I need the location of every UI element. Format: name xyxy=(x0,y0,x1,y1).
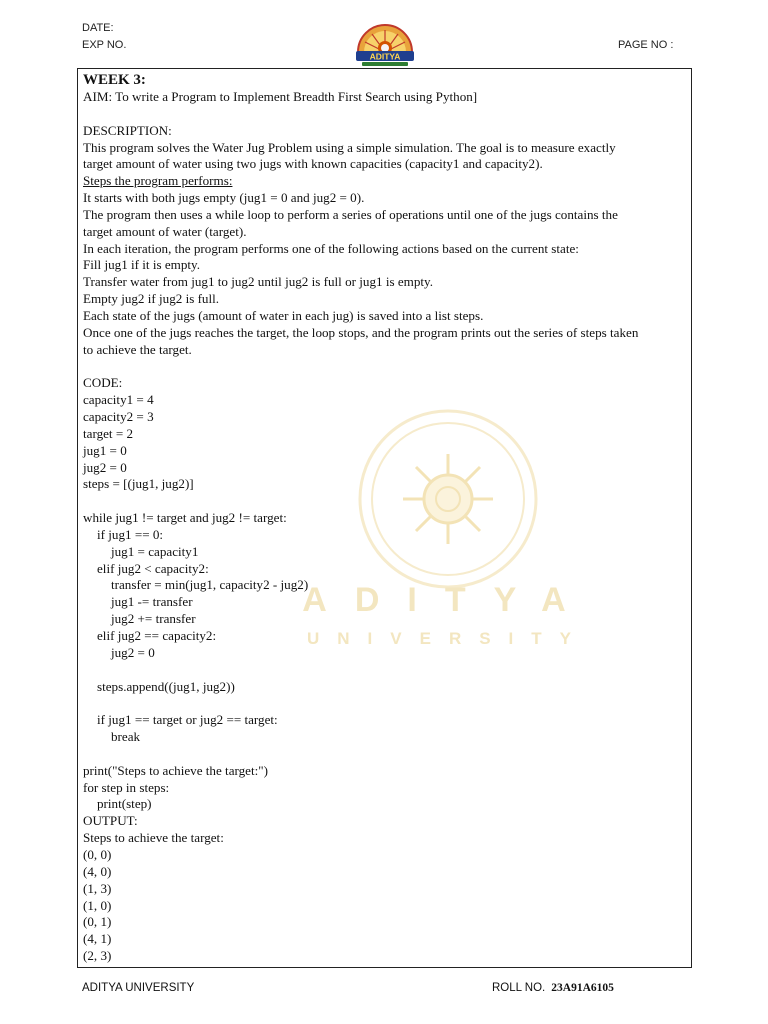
aditya-logo xyxy=(350,18,420,66)
code-line: if jug1 == target or jug2 == target: xyxy=(97,712,278,728)
code-line: jug1 = capacity1 xyxy=(111,543,199,559)
roll-no-label: ROLL NO. xyxy=(492,982,546,994)
code-line: capacity1 = 4 xyxy=(83,392,154,408)
step-line: Fill jug1 if it is empty. xyxy=(83,257,200,273)
output-line: (4, 1) xyxy=(83,931,112,947)
code-line: jug2 += transfer xyxy=(111,611,196,627)
code-line: if jug1 == 0: xyxy=(97,526,164,542)
date-label: DATE: xyxy=(82,22,114,34)
code-line: print(step) xyxy=(97,796,152,812)
code-line: target = 2 xyxy=(83,425,134,441)
page-no-label: PAGE NO : xyxy=(618,39,674,51)
output-line: (2, 3) xyxy=(83,948,112,964)
code-label: CODE: xyxy=(83,375,123,391)
description-label: DESCRIPTION: xyxy=(83,122,172,138)
steps-heading: Steps the program performs: xyxy=(83,173,233,189)
code-line: jug1 -= transfer xyxy=(111,594,193,610)
output-line: (4, 0) xyxy=(83,863,112,879)
step-line: Empty jug2 if jug2 is full. xyxy=(83,291,220,307)
description-line: This program solves the Water Jug Problem using a simple simulation. The goal is to measure exactly xyxy=(83,139,616,155)
aim-line: AIM: To write a Program to Implement Breadth First Search using Python] xyxy=(83,89,478,104)
step-line: Transfer water from jug1 to jug2 until jug2 is full or jug1 is empty. xyxy=(83,274,433,290)
code-line: print("Steps to achieve the target:") xyxy=(83,762,268,778)
code-line: elif jug2 == capacity2: xyxy=(97,628,217,643)
watermark-university: UNIVERSITY xyxy=(306,629,590,648)
output-line: (1, 3) xyxy=(83,880,112,896)
exp-no-label: EXP NO. xyxy=(82,39,127,51)
step-line: In each iteration, the program performs one of the following actions based on the current state: xyxy=(83,240,579,256)
code-line: jug2 = 0 xyxy=(111,644,155,660)
svg-text:ADITYA: ADITYA xyxy=(369,51,401,62)
code-line: jug2 = 0 xyxy=(83,459,127,475)
output-line: (0, 0) xyxy=(83,846,112,862)
code-line: steps.append((jug1, jug2)) xyxy=(97,678,235,694)
output-line: (1, 0) xyxy=(83,897,112,913)
code-line: break xyxy=(111,729,141,745)
code-line: steps = [(jug1, jug2)] xyxy=(83,476,194,492)
output-title: Steps to achieve the target: xyxy=(83,830,224,846)
week-title: WEEK 3: xyxy=(83,72,146,88)
output-line: (0, 1) xyxy=(83,914,112,930)
step-line: Each state of the jugs (amount of water in each jug) is saved into a list steps. xyxy=(83,307,484,323)
footer-university: ADITYA UNIVERSITY xyxy=(82,982,195,994)
code-line: jug1 = 0 xyxy=(83,442,127,458)
code-line: elif jug2 < capacity2: xyxy=(97,560,209,576)
content-box xyxy=(77,68,692,968)
step-line: The program then uses a while loop to perform a series of operations until one of the jugs contains the xyxy=(83,206,618,222)
footer-roll-no xyxy=(492,982,614,994)
code-line: capacity2 = 3 xyxy=(83,409,154,425)
step-line: It starts with both jugs empty (jug1 = 0 and jug2 = 0). xyxy=(83,190,365,206)
code-line: while jug1 != target and jug2 != target: xyxy=(83,510,287,526)
code-line: for step in steps: xyxy=(83,779,170,795)
step-line: to achieve the target. xyxy=(83,341,192,357)
roll-no-value: 23A91A6105 xyxy=(551,982,614,994)
step-line: target amount of water (target). xyxy=(83,223,247,239)
watermark-name: ADITYA xyxy=(302,581,594,619)
output-label: OUTPUT: xyxy=(83,813,138,829)
step-line: Once one of the jugs reaches the target, the loop stops, and the program prints out the series of steps taken xyxy=(83,324,639,340)
description-line: target amount of water using two jugs with known capacities (capacity1 and capacity2). xyxy=(83,156,543,172)
document-body xyxy=(83,71,688,965)
code-line: transfer = min(jug1, capacity2 - jug2) xyxy=(111,577,309,593)
